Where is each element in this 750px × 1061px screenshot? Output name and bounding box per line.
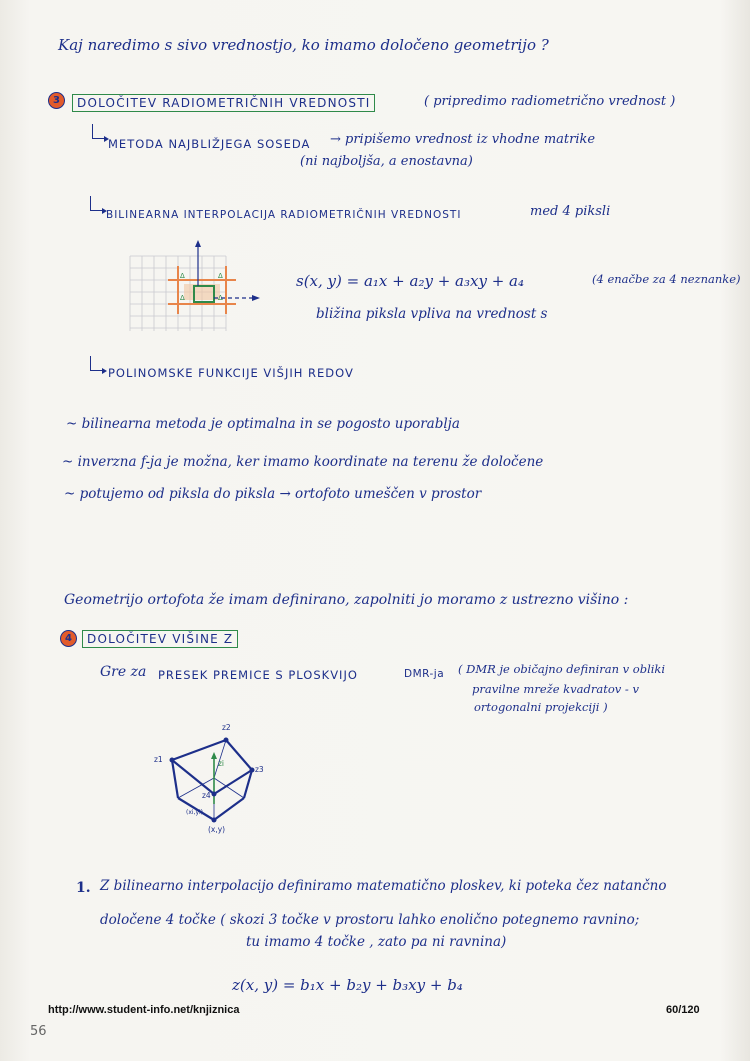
- section-4-note-1: ( DMR je običajno definiran v obliki: [458, 662, 666, 676]
- method-3-name: POLINOMSKE FUNKCIJE VIŠJIH REDOV: [108, 366, 354, 380]
- arrow-method-1: [92, 124, 105, 139]
- page-number: 56: [30, 1024, 47, 1039]
- formula-desc: bližina piksla vpliva na vrednost s: [316, 306, 548, 322]
- geometry-line: Geometrijo ortofota že imam definirano, zapolniti jo moramo z ustrezno višino :: [64, 592, 629, 608]
- method-1-name: METODA NAJBLIŽJEGA SOSEDA: [108, 137, 311, 151]
- section-3-note: ( pripredimo radiometrično vrednost ): [424, 94, 676, 109]
- footer-url[interactable]: http://www.student-info.net/knjiznica: [48, 1004, 240, 1016]
- label-xiyi: (xi,yi): [186, 809, 204, 816]
- footer-page-count: 60/120: [666, 1004, 700, 1016]
- label-xy: (x,y): [208, 825, 226, 834]
- label-z2: z2: [222, 723, 231, 732]
- arrow-method-2: [90, 196, 103, 211]
- point-1-line-2: določene 4 točke ( skozi 3 točke v prostoru lahko enolično potegnemo ravnino;: [100, 912, 640, 928]
- method-2-suffix: med 4 piksli: [530, 204, 611, 219]
- svg-text:Δ: Δ: [218, 272, 223, 280]
- surface-intersection-diagram: [150, 718, 300, 838]
- section-4-number: 4: [60, 630, 77, 647]
- section-4-pre: Gre za: [100, 664, 147, 680]
- bullet-3: ~ potujemo od piksla do piksla → ortofoto umeščen v prostor: [64, 486, 482, 502]
- bullet-2: ~ inverzna f-ja je možna, ker imamo koordinate na terenu že določene: [62, 454, 544, 470]
- svg-text:Δ: Δ: [180, 272, 185, 280]
- label-z3: z3: [255, 765, 264, 774]
- interpolation-formula: z(x, y) = b₁x + b₂y + b₃xy + b₄: [232, 976, 463, 994]
- point-1-line-1: Z bilinearno interpolacijo definiramo matematično ploskev, ki poteka čez natančno: [100, 878, 667, 894]
- bilinear-formula: s(x, y) = a₁x + a₂y + a₃xy + a₄: [296, 272, 524, 290]
- section-4-note-2: pravilne mreže kvadratov - v: [472, 682, 639, 696]
- arrow-method-3: [90, 356, 103, 371]
- section-4-dmr: DMR-ja: [404, 668, 445, 680]
- section-4-note-3: ortogonalni projekciji ): [474, 700, 608, 714]
- svg-text:Δ: Δ: [180, 294, 185, 302]
- point-1-line-3: tu imamo 4 točke , zato pa ni ravnina): [246, 934, 507, 950]
- method-1-desc: → pripišemo vrednost iz vhodne matrike: [330, 132, 596, 147]
- section-4-title: DOLOČITEV VIŠINE Z: [82, 630, 238, 648]
- svg-text:Δ: Δ: [218, 294, 223, 302]
- label-z1: z1: [154, 755, 163, 764]
- method-1-note: (ni najboljša, a enostavna): [300, 154, 473, 169]
- section-3-title: DOLOČITEV RADIOMETRIČNIH VREDNOSTI: [72, 94, 375, 112]
- point-1-number: 1.: [76, 880, 91, 896]
- formula-note: (4 enačbe za 4 neznanke): [592, 272, 741, 286]
- label-zi: zi: [218, 759, 225, 768]
- section-4-caps: PRESEK PREMICE S PLOSKVIJO: [158, 668, 358, 682]
- bullet-1: ~ bilinearna metoda je optimalna in se pogosto uporablja: [66, 416, 460, 432]
- intro-line: Kaj naredimo s sivo vrednostjo, ko imamo določeno geometrijo ?: [58, 36, 549, 54]
- pixel-grid-diagram: [120, 236, 270, 356]
- method-2-name: BILINEARNA INTERPOLACIJA RADIOMETRIČNIH VREDNOSTI: [106, 209, 462, 221]
- section-3-number: 3: [48, 92, 65, 109]
- label-z4: z4: [202, 791, 211, 800]
